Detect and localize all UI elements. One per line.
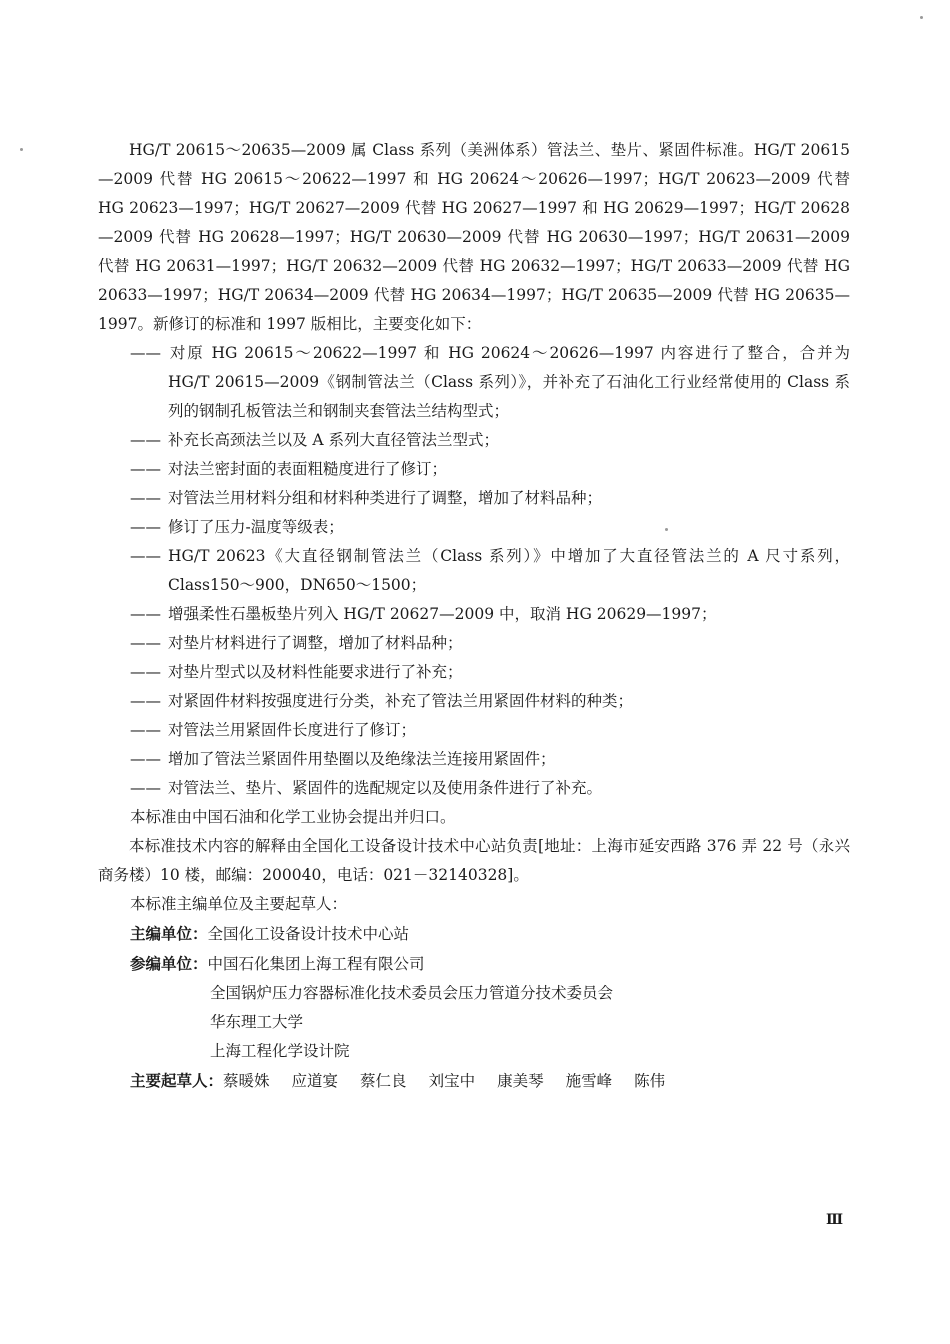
drafter-name: 蔡暖姝 [223, 1072, 270, 1090]
intro-paragraph: HG/T 20615～20635—2009 属 Class 系列（美洲体系）管法兰、垫片、紧固件标准。HG/T 20615—2009 代替 HG 20615～20622—1997 和 HG 20624～20626—1997；HG/T 20623—2009 代替 HG 20623—1997；HG/T 20627—2009 代替 HG 20627—1997 和 HG 20629—1997；HG/T 20628—2009 代替 HG 20628—1997；HG/T 20630—2009 代替 HG 20630—1997；HG/T 20631—2009 代替 HG 20631—1997；HG/T 20632—2009 代替 HG 20632—1997；HG/T 20633—2009 代替 HG 20633—1997；HG/T 20634—2009 代替 HG 20634—1997；HG/T 20635—2009 代替 HG 20635—1997。新修订的标准和 1997 版相比，主要变化如下： [98, 141, 850, 333]
list-dash: —— [130, 605, 161, 623]
list-dash: —— [130, 431, 161, 449]
list-dash: —— [130, 663, 161, 681]
list-dash: —— [130, 750, 161, 768]
participating-org: 上海工程化学设计院 [210, 1042, 350, 1060]
chief-editor-value: 全国化工设备设计技术中心站 [207, 925, 410, 943]
page-number: Ⅲ [826, 1212, 844, 1228]
drafter-name: 蔡仁良 [360, 1072, 407, 1090]
change-item: —— 对垫片材料进行了调整，增加了材料品种； [98, 629, 850, 658]
participating-line [98, 949, 850, 979]
list-dash: —— [130, 344, 161, 362]
change-item: —— 对法兰密封面的表面粗糙度进行了修订； [98, 455, 850, 484]
scan-speck [920, 16, 923, 19]
drafter-name: 陈伟 [634, 1072, 666, 1090]
change-item: —— 对原 HG 20615～20622—1997 和 HG 20624～20626—1997 内容进行了整合，合并为 HG/T 20615—2009《钢制管法兰（Class 系列）》，并补充了石油化工行业经常使用的 Class 系列的钢制孔板管法兰和钢制夹套管法兰结构型式； [98, 339, 850, 426]
list-dash: —— [130, 634, 161, 652]
changes-list [98, 339, 850, 803]
list-dash: —— [130, 460, 161, 478]
drafter-name: 康美琴 [497, 1072, 544, 1090]
list-dash: —— [130, 721, 161, 739]
document-page [98, 136, 850, 1096]
list-dash: —— [130, 692, 161, 710]
participating-label: 参编单位： [130, 954, 208, 973]
drafters-line [98, 1066, 850, 1096]
change-item: —— 对管法兰用材料分组和材料种类进行了调整，增加了材料品种； [98, 484, 850, 513]
scan-speck [20, 148, 23, 151]
change-item: —— HG/T 20623《大直径钢制管法兰（Class 系列）》中增加了大直径管法兰的 A 尺寸系列，Class150～900，DN650～1500； [98, 542, 850, 600]
change-item: —— 对管法兰、垫片、紧固件的选配规定以及使用条件进行了补充。 [98, 774, 850, 803]
participating-org: 华东理工大学 [210, 1013, 304, 1031]
change-item: —— 修订了压力-温度等级表； [98, 513, 850, 542]
drafters-label: 主要起草人： [130, 1071, 224, 1090]
change-item: —— 增强柔性石墨板垫片列入 HG/T 20627—2009 中，取消 HG 20629—1997； [98, 600, 850, 629]
change-item: —— 对管法兰用紧固件长度进行了修订； [98, 716, 850, 745]
change-item: —— 对紧固件材料按强度进行分类，补充了管法兰用紧固件材料的种类； [98, 687, 850, 716]
list-dash: —— [130, 779, 161, 797]
change-item: —— 补充长高颈法兰以及 A 系列大直径管法兰型式； [98, 426, 850, 455]
interpretation-paragraph: 本标准技术内容的解释由全国化工设备设计技术中心站负责[地址：上海市延安西路 376 弄 22 号（永兴商务楼）10 楼，邮编：200040，电话：021－32140328]。 [98, 837, 850, 884]
list-dash: —— [130, 489, 161, 507]
change-item: —— 对垫片型式以及材料性能要求进行了补充； [98, 658, 850, 687]
list-dash: —— [130, 518, 161, 536]
participating-first: 中国石化集团上海工程有限公司 [207, 955, 425, 973]
participating-others [98, 979, 850, 1066]
change-item: —— 增加了管法兰紧固件用垫圈以及绝缘法兰连接用紧固件； [98, 745, 850, 774]
chief-editor-line [98, 919, 850, 949]
drafter-name: 应道宴 [291, 1072, 339, 1090]
proposer-line: 本标准由中国石油和化学工业协会提出并归口。 [130, 808, 456, 826]
list-dash: —— [130, 547, 161, 565]
participating-org: 全国锅炉压力容器标准化技术委员会压力管道分技术委员会 [210, 984, 614, 1002]
chief-editor-label: 主编单位： [130, 924, 208, 943]
editors-intro: 本标准主编单位及主要起草人： [130, 895, 348, 913]
drafter-name: 刘宝中 [428, 1072, 476, 1090]
drafter-name: 施雪峰 [565, 1072, 613, 1090]
